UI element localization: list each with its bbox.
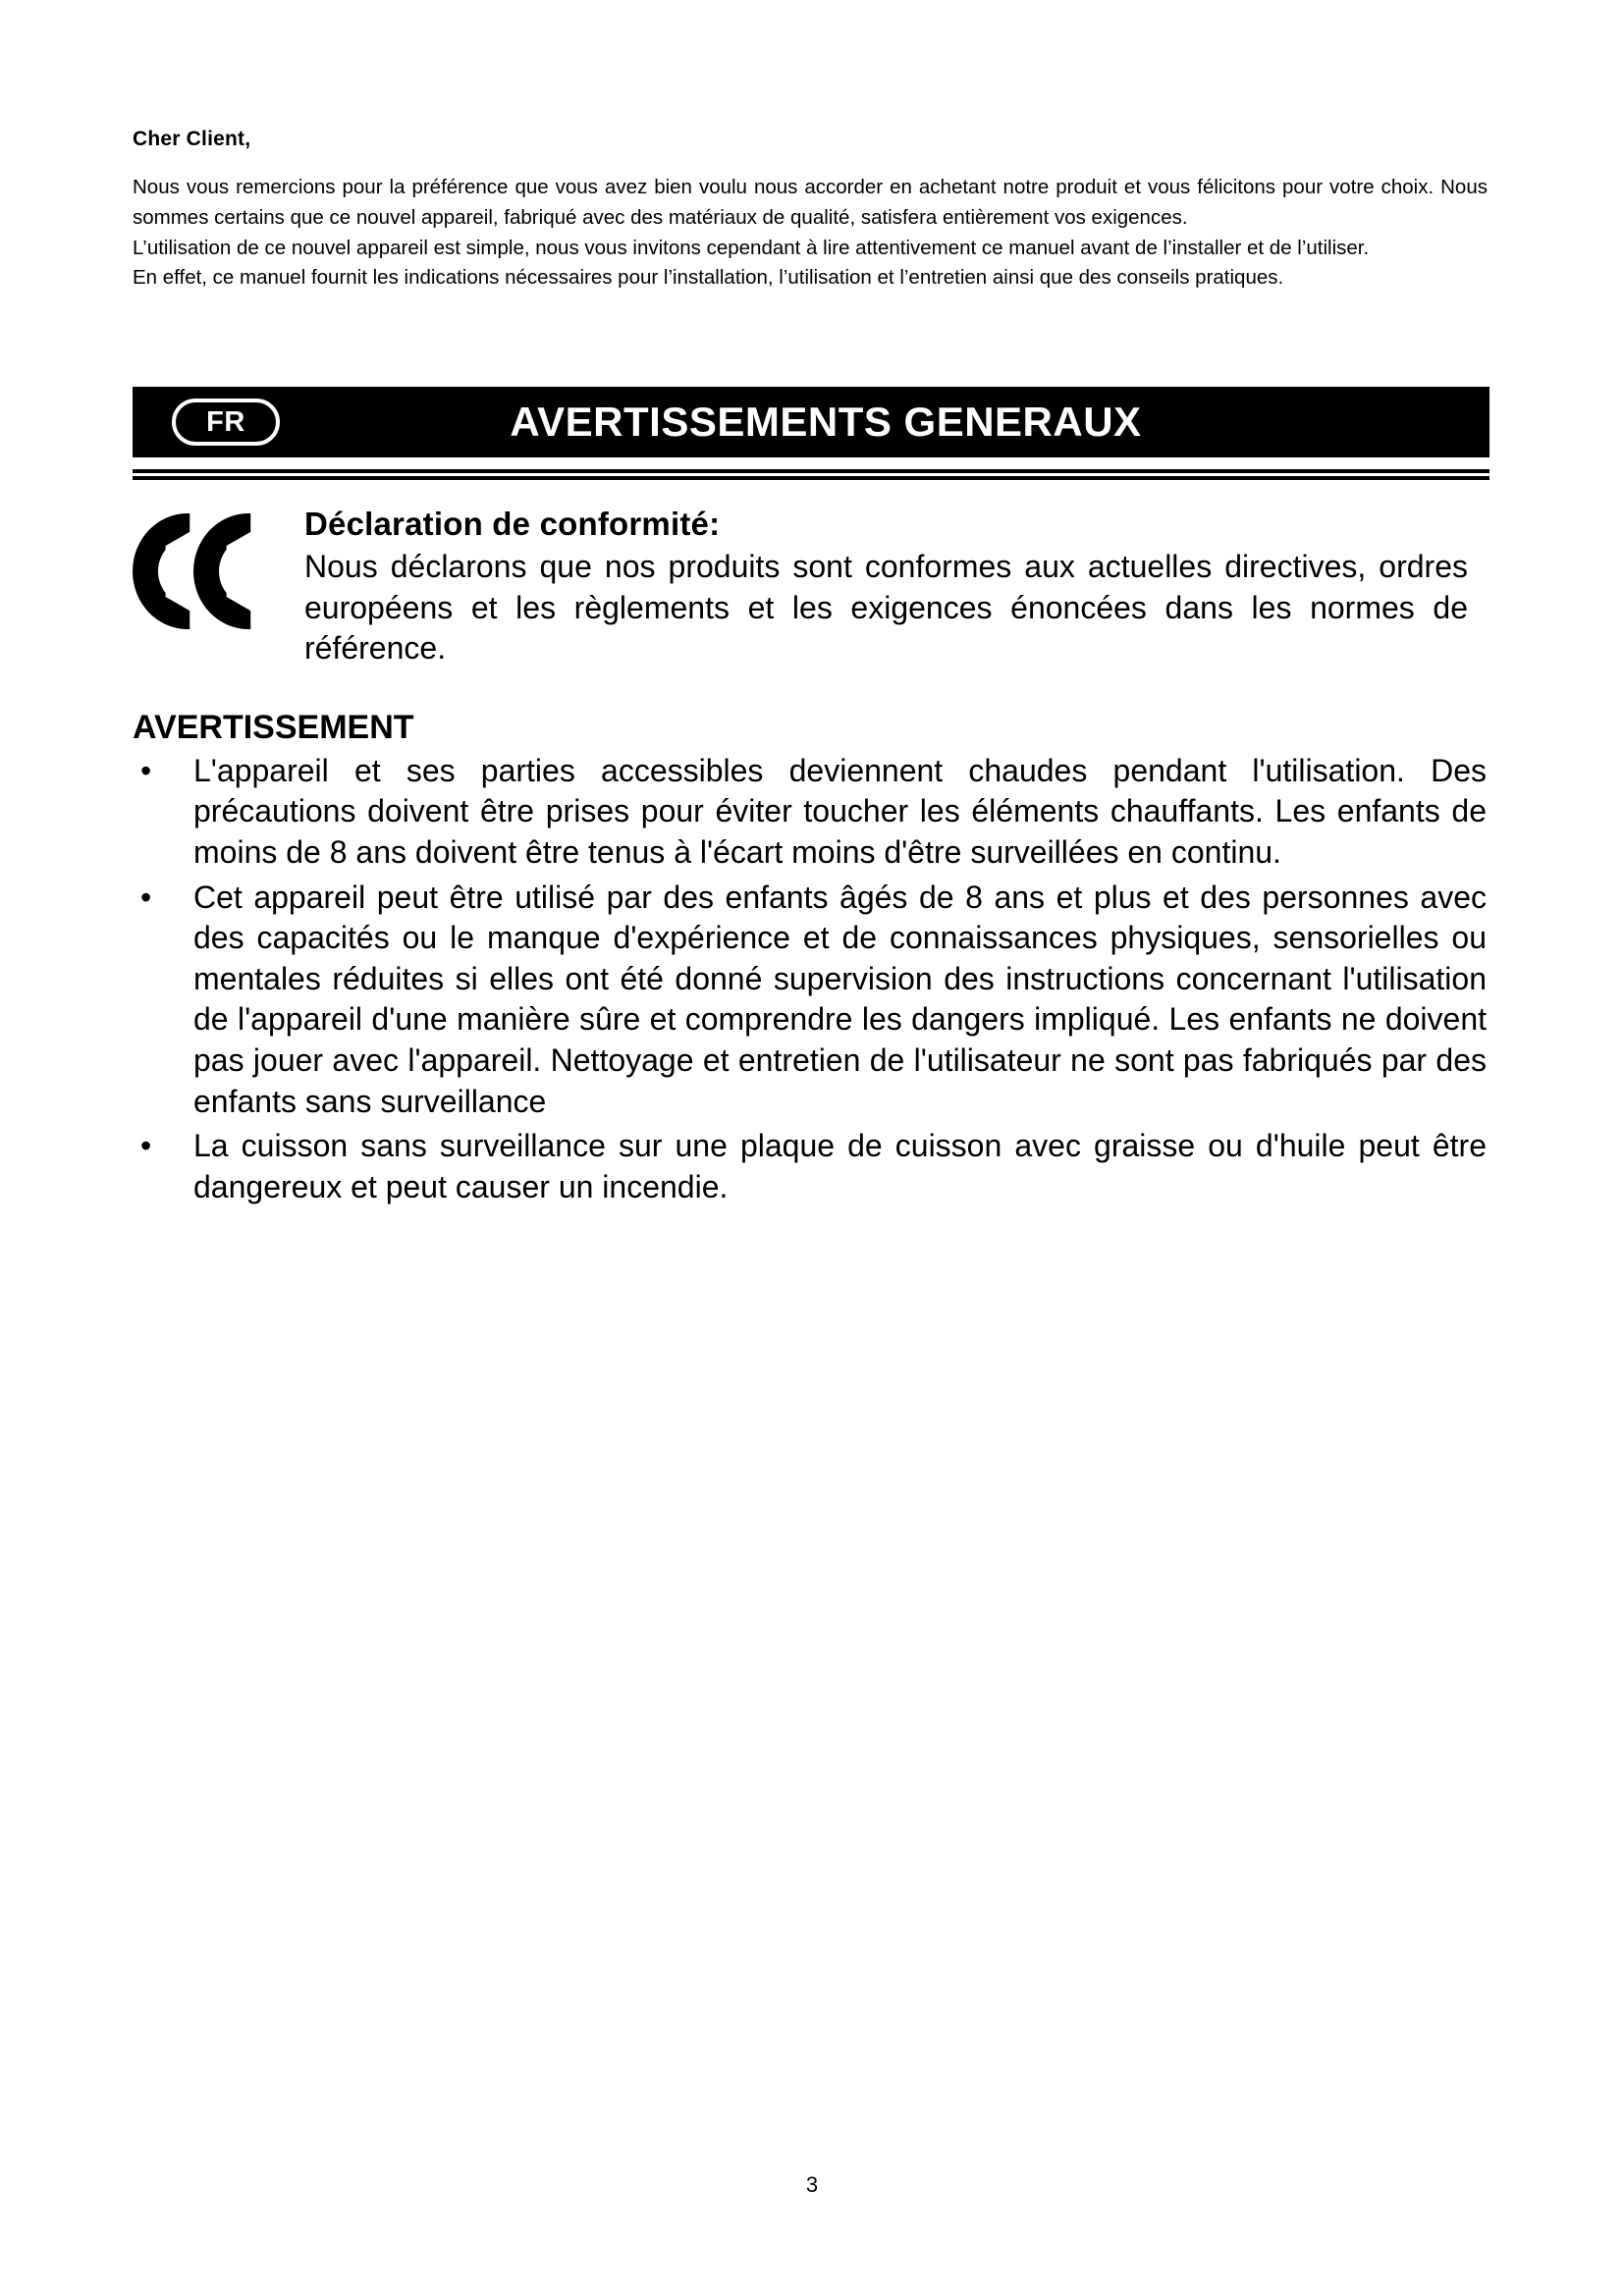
- banner-bar: [133, 387, 1489, 457]
- warning-item-text: Cet appareil peut être utilisé par des enfants âgés de 8 ans et plus et des personnes avec des capacités ou le manque d'expérience et de connaissances physiques, sensorielles ou mentales réduites si elles ont été donné supervision des instructions concernant l'utilisation de l'appareil d'une manière sûre et comprendre les dangers impliqué. Les enfants ne doivent pas jouer avec l'appareil. Nettoyage et entretien de l'utilisateur ne sont pas fabriqués par des enfants sans surveillance: [193, 879, 1487, 1119]
- language-badge: FR: [172, 399, 280, 446]
- section-banner: [133, 387, 1489, 480]
- warning-section: [133, 709, 1487, 1208]
- conformity-text: [304, 506, 1487, 669]
- warning-list: [133, 751, 1487, 1208]
- warning-item-text: L'appareil et ses parties accessibles deviennent chaudes pendant l'utilisation. Des précautions doivent être prises pour éviter toucher les éléments chauffants. Les enfants de moins de 8 ans doivent être tenus à l'écart moins d'être surveillées en continu.: [193, 752, 1487, 870]
- bullet-marker-icon: •: [140, 1128, 152, 1164]
- bullet-marker-icon: •: [140, 879, 152, 915]
- intro-section: [133, 128, 1487, 294]
- list-item: [133, 1126, 1487, 1207]
- warning-item-text: La cuisson sans surveillance sur une plaque de cuisson avec graisse ou d'huile peut être dangereux et peut causer un incendie.: [193, 1128, 1487, 1204]
- conformity-section: [133, 506, 1487, 669]
- warning-heading: AVERTISSEMENT: [133, 708, 414, 746]
- conformity-heading: Déclaration de conformité:: [304, 506, 721, 542]
- page-number: 3: [805, 2172, 819, 2197]
- banner-title: AVERTISSEMENTS GENERAUX: [510, 399, 1142, 445]
- ce-letter-e: [193, 513, 303, 629]
- intro-paragraph-2: L’utilisation de ce nouvel appareil est simple, nous vous invitons cependant à lire attentivement ce manuel avant de l’installer et de l’utiliser.: [133, 236, 1370, 259]
- intro-paragraph-1: Nous vous remercions pour la préférence que vous avez bien voulu nous accorder en achetant notre produit et vous félicitons pour votre choix. Nous sommes certains que ce nouvel appareil, fabriqué avec des matériaux de qualité, satisfera entièrement vos exigences.: [133, 176, 1488, 229]
- ce-mark-icon: [133, 506, 304, 653]
- intro-paragraph-3: En effet, ce manuel fournit les indications nécessaires pour l’installation, l’utilisation et l’entretien ainsi que des conseils pratiques.: [133, 266, 1284, 290]
- conformity-body: Nous déclarons que nos produits sont conformes aux actuelles directives, ordres européens et les règlements et les exigences énoncées dans les normes de référence.: [304, 549, 1468, 667]
- bullet-marker-icon: •: [140, 752, 152, 788]
- list-item: [133, 751, 1487, 874]
- intro-salutation: Cher Client,: [133, 128, 251, 150]
- list-item: [133, 878, 1487, 1123]
- horizontal-rule: [133, 469, 1489, 480]
